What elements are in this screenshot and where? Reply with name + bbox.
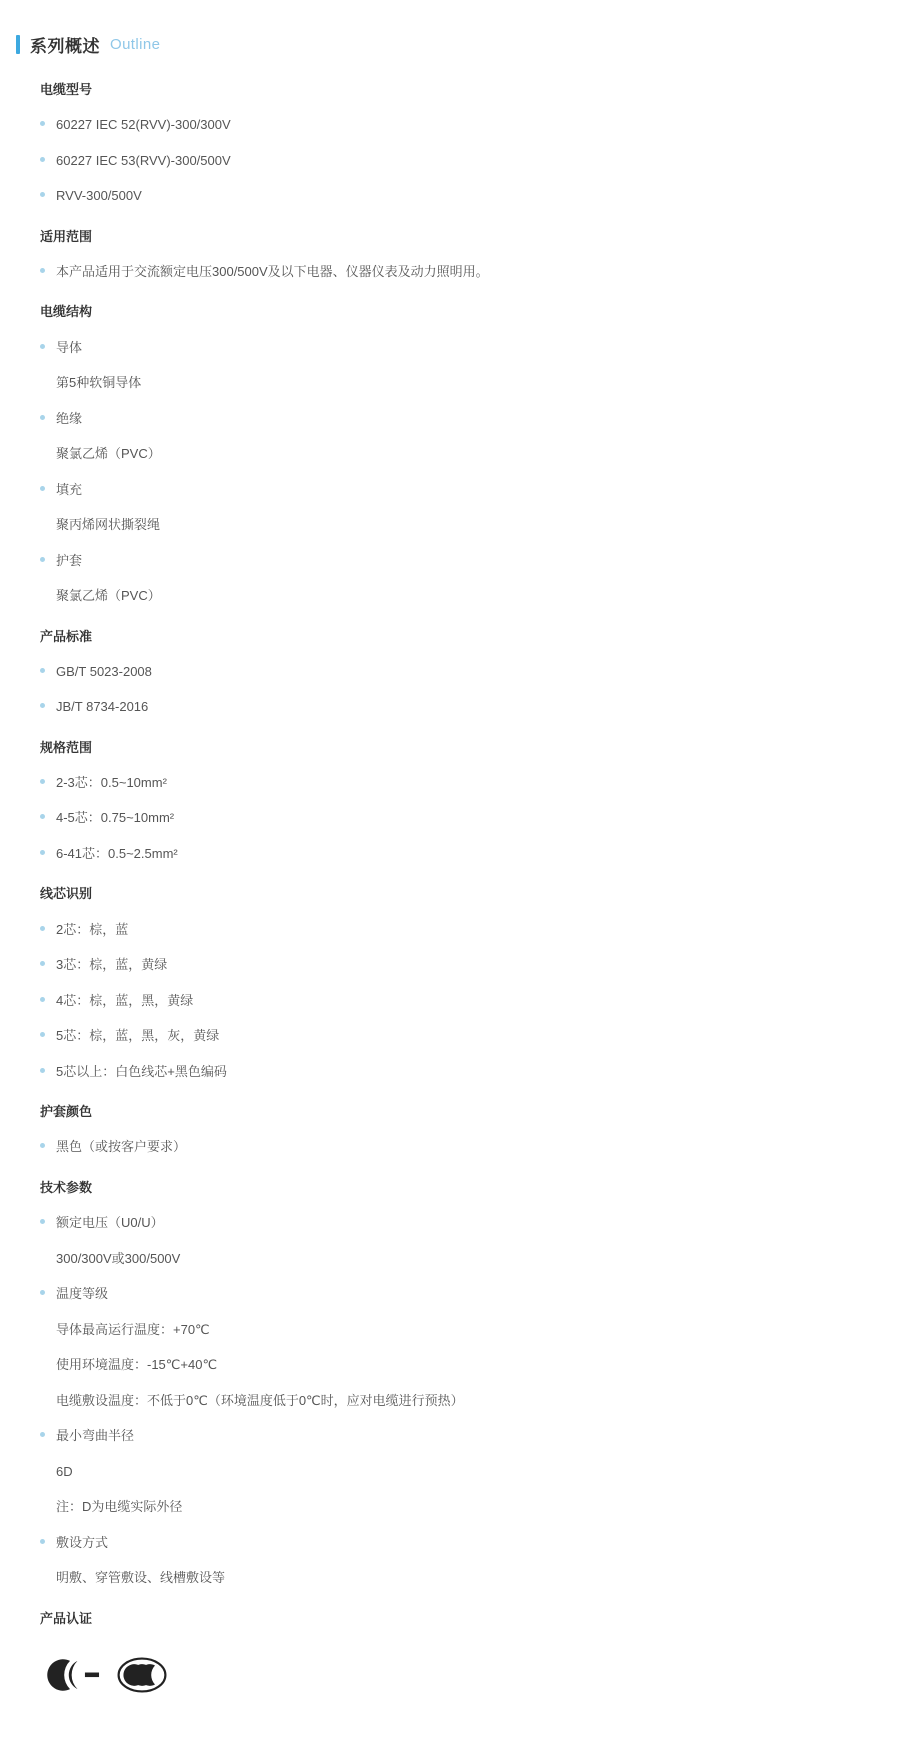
group-product-certification	[28, 1600, 860, 1706]
list-item-label: 填充	[56, 481, 83, 497]
list-item-label: 2芯：棕，蓝	[56, 921, 129, 937]
list-item	[28, 254, 860, 290]
list-item-detail: 电缆敷设温度：不低于0℃（环境温度低于0℃时，应对电缆进行预热）	[56, 1392, 464, 1408]
list-item-label: 60227 IEC 53(RVV)-300/500V	[56, 152, 231, 168]
list-item-label: JB/T 8734-2016	[56, 699, 149, 715]
list-item	[28, 107, 860, 143]
bullet-dot-icon	[40, 1432, 45, 1437]
list-item-note: 注：D为电缆实际外径	[56, 1499, 183, 1514]
bullet-dot-icon	[40, 668, 45, 673]
list-item-label: 2-3芯：0.5~10mm²	[56, 774, 167, 790]
group-cable-structure	[28, 293, 860, 613]
bullet-dot-icon	[40, 1539, 45, 1544]
bullet-dot-icon	[40, 268, 45, 273]
list-item	[28, 330, 860, 366]
list-item-label: 5芯以上：白色线芯+黑色编码	[56, 1063, 227, 1079]
list-item-detail: 聚丙烯网状撕裂绳	[56, 517, 161, 533]
list-item	[28, 654, 860, 690]
group-product-standard	[28, 618, 860, 725]
group-title: 适用范围	[40, 228, 93, 244]
bullet-dot-icon	[40, 486, 45, 491]
bullet-dot-icon	[40, 1290, 45, 1295]
group-title: 产品标准	[40, 628, 93, 644]
list-item	[28, 836, 860, 872]
list-item-detail: 导体最高运行温度：+70℃	[56, 1321, 210, 1337]
group-sheath-color	[28, 1093, 860, 1165]
list-item	[28, 1018, 860, 1054]
list-item	[28, 800, 860, 836]
list-item	[28, 472, 860, 508]
list-item	[28, 1205, 860, 1241]
list-item-label: GB/T 5023-2008	[56, 663, 152, 679]
accent-bar-icon	[16, 35, 20, 54]
list-item-detail: 第5种软铜导体	[56, 375, 142, 391]
bullet-dot-icon	[40, 1032, 45, 1037]
group-title: 电缆型号	[40, 82, 93, 97]
list-item-detail: 明敷、穿管敷设、线槽敷设等	[56, 1570, 226, 1585]
ccc-mark-icon	[116, 1654, 168, 1696]
list-item-label: 温度等级	[56, 1286, 109, 1301]
certification-marks	[28, 1636, 860, 1706]
list-item-label: 绝缘	[56, 410, 83, 426]
group-title: 技术参数	[40, 1179, 93, 1195]
list-item-detail: 300/300V或300/500V	[56, 1250, 181, 1266]
bullet-dot-icon	[40, 1143, 45, 1148]
bullet-dot-icon	[40, 192, 45, 197]
bullet-dot-icon	[40, 703, 45, 708]
list-item-label: 4芯：棕，蓝，黑，黄绿	[56, 992, 194, 1008]
list-item	[28, 1129, 860, 1165]
group-title: 护套颜色	[40, 1104, 93, 1120]
ce-mark-icon	[46, 1654, 104, 1696]
list-item-label: 敷设方式	[56, 1534, 109, 1550]
list-item-detail: 使用环境温度：-15℃+40℃	[56, 1357, 218, 1372]
list-item	[28, 543, 860, 579]
list-item-label: 黑色（或按客户要求）	[56, 1139, 187, 1155]
bullet-dot-icon	[40, 850, 45, 855]
bullet-dot-icon	[40, 121, 45, 126]
bullet-dot-icon	[40, 961, 45, 966]
list-item-label: 60227 IEC 52(RVV)-300/300V	[56, 117, 231, 133]
list-item	[28, 947, 860, 983]
bullet-dot-icon	[40, 1068, 45, 1073]
list-item-detail: 聚氯乙烯（PVC）	[56, 588, 161, 604]
list-item-label: RVV-300/500V	[56, 188, 142, 204]
group-title: 产品认证	[40, 1610, 93, 1626]
group-title: 规格范围	[40, 739, 93, 755]
bullet-dot-icon	[40, 1219, 45, 1224]
list-item-label: 本产品适用于交流额定电压300/500V及以下电器、仪器仪表及动力照明用。	[56, 263, 489, 279]
bullet-dot-icon	[40, 779, 45, 784]
bullet-dot-icon	[40, 344, 45, 349]
page-title-english: Outline	[110, 36, 161, 53]
list-item	[28, 178, 860, 214]
list-item-label: 最小弯曲半径	[56, 1428, 135, 1443]
list-item	[28, 401, 860, 437]
list-item-label: 导体	[56, 339, 83, 355]
list-item	[28, 689, 860, 725]
list-item-detail: 6D	[56, 1463, 73, 1479]
bullet-dot-icon	[40, 814, 45, 819]
list-item-detail: 聚氯乙烯（PVC）	[56, 446, 161, 462]
list-item	[28, 1525, 860, 1561]
list-item	[28, 983, 860, 1019]
group-cable-model	[28, 71, 860, 214]
list-item	[28, 1054, 860, 1090]
group-technical-parameters	[28, 1169, 860, 1596]
group-core-identification	[28, 875, 860, 1089]
list-item-label: 护套	[56, 552, 83, 568]
bullet-dot-icon	[40, 997, 45, 1002]
page-title: 系列概述	[30, 37, 100, 56]
list-item-label: 6-41芯：0.5~2.5mm²	[56, 845, 178, 861]
list-item-label: 额定电压（U0/U）	[56, 1215, 164, 1230]
list-item	[28, 1276, 860, 1312]
list-item-label: 3芯：棕，蓝，黄绿	[56, 957, 168, 973]
group-title: 电缆结构	[40, 304, 93, 320]
list-item-label: 4-5芯：0.75~10mm²	[56, 810, 175, 826]
bullet-dot-icon	[40, 157, 45, 162]
section-header	[16, 32, 860, 57]
bullet-dot-icon	[40, 415, 45, 420]
list-item	[28, 765, 860, 801]
list-item	[28, 1418, 860, 1454]
group-title: 线芯识别	[40, 886, 93, 902]
list-item	[28, 912, 860, 948]
list-item-label: 5芯：棕，蓝，黑，灰，黄绿	[56, 1028, 220, 1044]
group-application-scope	[28, 218, 860, 290]
bullet-dot-icon	[40, 926, 45, 931]
bullet-dot-icon	[40, 557, 45, 562]
outline-content	[16, 71, 860, 1706]
group-specification-range	[28, 729, 860, 872]
list-item	[28, 143, 860, 179]
